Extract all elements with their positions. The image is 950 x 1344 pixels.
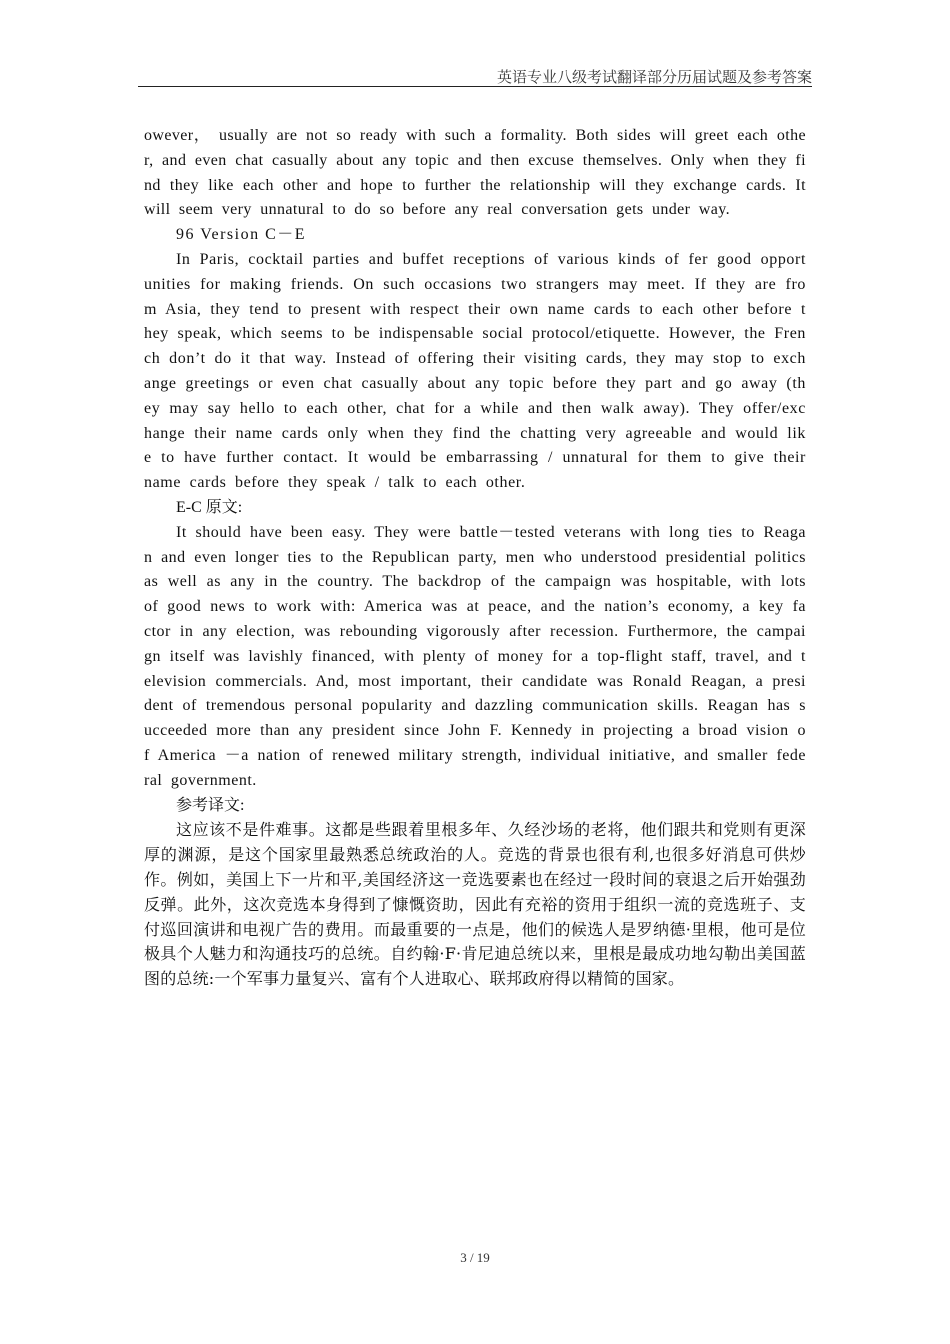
paragraph-continuation: owever， usually are not so ready with such a formality. Both sides will greet each other, and even chat casually about any topic and then excuse themselves. Only when they find they like each other and hope to further the relationship will they exchange cards. It will seem very unnatural to do so before any real conversation gets under way. [144, 127, 806, 219]
section-heading-96-version: 96 Version C－E [176, 226, 307, 244]
paragraph-reagan: It should have been easy. They were battle－tested veterans with long ties to Reagan and even longer ties to the Republican party, men who understood presidential politics as well as any in the country. The backdrop of the campaign was hospitable, with lots of good news to work with: America was at peace, and the nation’s economy, a key factor in any election, was rebounding vigorously after recession. Furthermore, the campaign itself was lavishly financed, with plenty of money for a top-flight staff, travel, and television commercials. And, most important, their candidate was Ronald Reagan, a president of tremendous personal popularity and dazzling communication skills. Reagan has succeeded more than any president since John F. Kennedy in projecting a broad vision of America －a nation of renewed military strength, individual initiative, and smaller federal government. [144, 523, 806, 789]
paragraph-paris: In Paris, cocktail parties and buffet receptions of various kinds of fer good opportunities for making friends. On such occasions two strangers may meet. If they are from Asia, they tend to present with respect their own name cards to each other before they speak, which seems to be indispensable social protocol/etiquette. However, the French don’t do it that way. Instead of offering their visiting cards, they may stop to exchange greetings or even chat casually about any topic before they part and go away (they may say hello to each other, chat for a while and then walk away). They offer/exchange their name cards only when they find the chatting very agreeable and would like to have further contact. It would be embarrassing / unnatural for them to give their name cards before they speak / talk to each other. [144, 250, 806, 492]
header-rule [138, 86, 812, 87]
section-heading-ec-original: E-C 原文: [176, 498, 243, 516]
document-body [144, 124, 806, 992]
paragraph-chinese-translation: 这应该不是件难事。这都是些跟着里根多年、久经沙场的老将，他们跟共和党则有更深厚的渊源，是这个国家里最熟悉总统政治的人。竞选的背景也很有利,也很多好消息可供炒作。例如，美国上下一片和平,美国经济这一竞选要素也在经过一段时间的衰退之后开始强劲反弹。此外，这次竞选本身得到了慷慨资助，因此有充裕的资用于组织一流的竞选班子、支付巡回演讲和电视广告的费用。而最重要的一点是，他们的候选人是罗纳德·里根，他可是位极具个人魅力和沟通技巧的总统。自约翰·F·肯尼迪总统以来，里根是最成功地勾勒出美国蓝图的总统:一个军事力量复兴、富有个人进取心、联邦政府得以精简的国家。 [144, 820, 806, 989]
page-number: 3 / 19 [460, 1250, 490, 1265]
header-title: 英语专业八级考试翻译部分历届试题及参考答案 [496, 70, 812, 86]
section-heading-reference-translation: 参考译文: [176, 796, 245, 814]
